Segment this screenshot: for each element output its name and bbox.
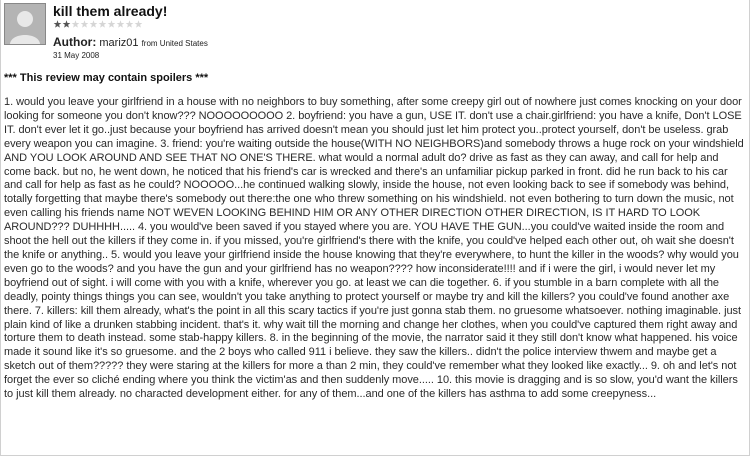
review-date: 31 May 2008: [53, 51, 100, 60]
star-empty-icon: [134, 20, 143, 28]
spoiler-warning: *** This review may contain spoilers ***: [4, 72, 209, 84]
star-filled-icon: [53, 20, 62, 28]
star-empty-icon: [89, 20, 98, 28]
author-label: Author:: [53, 35, 97, 49]
author-location: from United States: [141, 39, 208, 48]
star-rating: [53, 20, 143, 28]
star-empty-icon: [125, 20, 134, 28]
author-line: [53, 35, 208, 49]
user-avatar-icon[interactable]: [4, 3, 46, 45]
author-name[interactable]: mariz01: [99, 37, 139, 49]
star-filled-icon: [62, 20, 71, 28]
review-title: kill them already!: [53, 3, 168, 19]
star-empty-icon: [107, 20, 116, 28]
star-empty-icon: [98, 20, 107, 28]
star-empty-icon: [80, 20, 89, 28]
star-empty-icon: [116, 20, 125, 28]
star-empty-icon: [71, 20, 80, 28]
review-body: 1. would you leave your girlfriend in a house with no neighbors to buy something, after some creepy girl out of nowhere just comes knocking on your door looking for someone you don't know??? NOOOOOOOOO 2. boyfriend: you have a gun, USE IT. don't use a chair.girlfriend: you have a knife, Don't LOSE IT. don't ever let it go..just because your boyfriend has arrived doesn't mean you should just let him protect you..protect yourself, don't be useless. grab every weapon you can imagine. 3. friend: you're waiting outside the house(WITH NO NEIGHBORS)and somebody throws a huge rock on your windshield AND YOU LOOK AROUND AND SEE THAT NO ONE'S THERE. what would a normal adult do? drive as fast as they can away, and call for help and come back. but no, he went down, he noticed that his friend's car is wrecked and there's an unfamiliar pickup parked in front. did he run back to his car and call for help as fast as he could? NOOOOO...he continued walking slowly, inside the house, not even looking back to see if somebody was behind, totally forgetting that maybe there's somebody out there:the one who threw something on his windshield. not even bothering to turn down the music, not even calling his friends name NOT WEVEN LOOKING BEHIND HIM OR ANY OTHER DIRECTION OTHER DIRECTION, IS IT HARD TO LOOK AROUND??? DUHHHH..... 4. you would've been saved if you stayed where you are. YOU HAVE THE GUN...you could've waited inside the room and shoot the hell out the killers if they come in. if you missed, you're girlfriend's there with the knife, you could've helped each other out, oh wait she doesn't the knife or anything.. 5. would you leave your girlfriend inside the house knowing that they're everywhere, to hunt the killer in the woods? why would you even go to the woods? and you have the gun and your girlfriend has no weapon???? how inconsiderate!!!! and if i were the girl, i would never let my boyfriend out of sight. i will come with you with a knife, wherever you go. at least we can die together. 6. if you stumble in a barn complete with all the deadly, pointy things things you can see, wouldn't you take anything to protect yourself or maybe try and kill the killers? you could've found another axe there. 7. killers: kill them already, what's the point in all this scary tactics if you're just gonna stab them. no gruesome whatsoever. nothing imaginable. just plain kind of like a drunken stabbing incident. that's it. why wait till the morning and change her clothes, when you could've captured them right away and torture them to death instead. some stab-happy killers. 8. in the beginning of the movie, the narrator said it they still don't know what happened. his voice made it sound like it's so gruesome. and the 2 boys who called 911 i believe. they saw the killers.. didn't the police interview thwem and maybe get a sketch out of them????? they were staring at the killers for more a than 2 min, they could've remember what they looked like exactly... 9. oh and let's not forget the ever so cliché ending where you think the victim'as and then suddenly move..... 10. this movie is dragging and is so slow, you'd want the killers to just kill them already. no characted development either. for any of them...and one of the killers has asthma to add some creepyness...: [4, 96, 744, 401]
